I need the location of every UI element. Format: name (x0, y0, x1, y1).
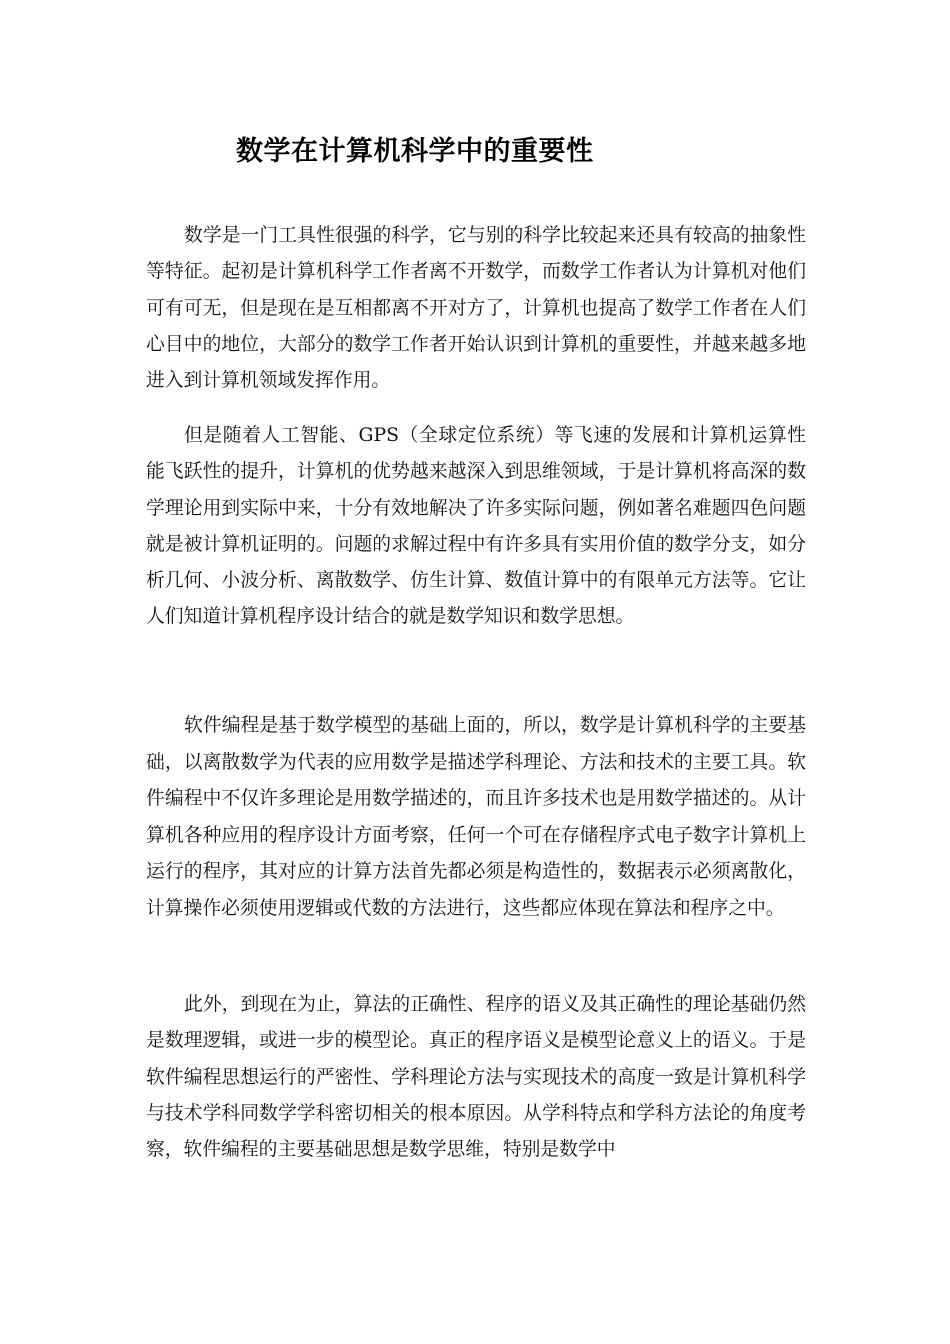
paragraph-1: 数学是一门工具性很强的科学，它与别的科学比较起来还具有较高的抽象性等特征。起初是计算机科学工作者离不开数学，而数学工作者认为计算机对他们可有可无，但是现在是互相都离不开对方了，计算机也提高了数学工作者在人们心目中的地位，大部分的数学工作者开始认识到计算机的重要性，并越来越多地进入到计算机领域发挥作用。 (146, 225, 806, 392)
paragraph-2: 但是随着人工智能、GPS（全球定位系统）等飞速的发展和计算机运算性能飞跃性的提升，计算机的优势越来越深入到思维领域，于是计算机将高深的数学理论用到实际中来，十分有效地解决了许多实际问题，例如著名难题四色问题就是被计算机证明的。问题的求解过程中有许多具有实用价值的数学分支，如分析几何、小波分析、离散数学、仿生计算、数值计算中的有限单元方法等。它让人们知道计算机程序设计结合的就是数学知识和数学思想。 (146, 425, 806, 628)
paragraph-4: 此外，到现在为止，算法的正确性、程序的语义及其正确性的理论基础仍然是数理逻辑，或进一步的模型论。真正的程序语义是模型论意义上的语义。于是软件编程思想运行的严密性、学科理论方法与实现技术的高度一致是计算机科学与技术学科同数学学科密切相关的根本原因。从学科特点和学科方法论的角度考察，软件编程的主要基础思想是数学思维，特别是数学中 (146, 994, 806, 1161)
paragraph-3: 软件编程是基于数学模型的基础上面的，所以，数学是计算机科学的主要基础，以离散数学为代表的应用数学是描述学科理论、方法和技术的主要工具。软件编程中不仅许多理论是用数学描述的，而且许多技术也是用数学描述的。从计算机各种应用的程序设计方面考察，任何一个可在存储程序式电子数字计算机上运行的程序，其对应的计算方法首先都必须是构造性的，数据表示必须离散化，计算操作必须使用逻辑或代数的方法进行，这些都应体现在算法和程序之中。 (146, 715, 806, 919)
document-title: 数学在计算机科学中的重要性 (236, 136, 594, 167)
